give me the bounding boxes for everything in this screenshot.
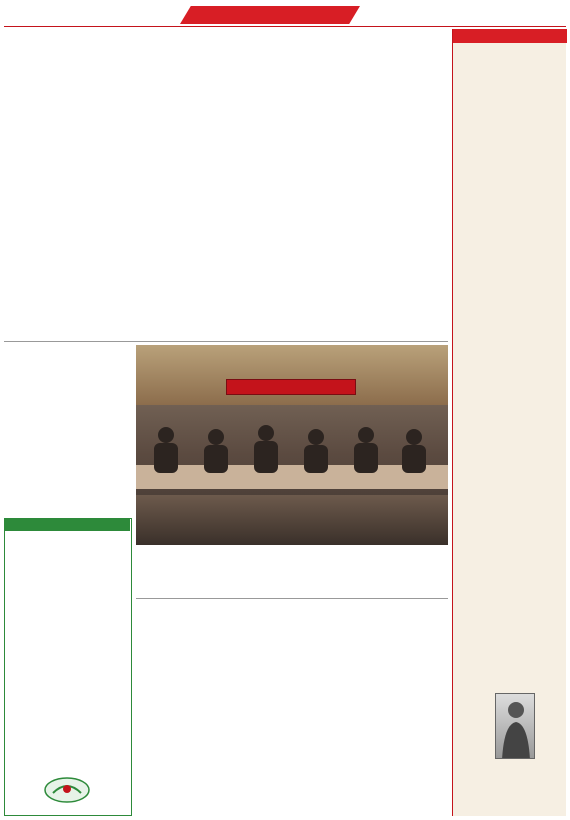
tech-body bbox=[4, 365, 132, 441]
lead-subsection bbox=[154, 265, 158, 267]
union-photo-floor bbox=[136, 495, 448, 545]
lead-col-3 bbox=[234, 95, 340, 340]
masthead bbox=[4, 6, 566, 28]
union-photo bbox=[136, 345, 448, 545]
sidebar-title bbox=[453, 29, 567, 43]
union-body bbox=[136, 548, 448, 594]
campus-ad bbox=[4, 518, 132, 816]
teach-body bbox=[4, 466, 132, 514]
divider bbox=[136, 598, 448, 599]
tech-article bbox=[4, 343, 132, 443]
lead-col-4 bbox=[344, 95, 448, 340]
masthead-rule bbox=[4, 26, 566, 27]
section-band bbox=[180, 6, 360, 24]
campus-emblem-icon bbox=[35, 775, 99, 813]
union-photo-stage bbox=[136, 345, 448, 405]
lead-article bbox=[4, 29, 448, 340]
shop-body bbox=[136, 636, 448, 814]
divider bbox=[4, 341, 448, 342]
campus-ad-logo bbox=[35, 775, 99, 813]
person-silhouette-icon bbox=[496, 694, 535, 759]
campus-ad-title bbox=[5, 519, 130, 531]
shop-article bbox=[136, 598, 448, 816]
audience-silhouette-icon bbox=[146, 417, 436, 477]
lead-col-2 bbox=[121, 95, 229, 340]
sidebar bbox=[452, 29, 566, 816]
sidebar-text-bottom bbox=[458, 773, 562, 813]
lead-col-1 bbox=[6, 95, 116, 340]
union-photo-sign bbox=[226, 379, 356, 395]
lead-section-title-left bbox=[22, 153, 26, 155]
campus-ad-body bbox=[8, 534, 127, 770]
sidebar-photo bbox=[495, 693, 535, 759]
sidebar-text bbox=[458, 47, 562, 685]
lead-section-title-right bbox=[356, 111, 360, 113]
teach-article bbox=[4, 444, 132, 516]
right-column bbox=[338, 344, 448, 345]
union-photo-people bbox=[146, 417, 436, 477]
